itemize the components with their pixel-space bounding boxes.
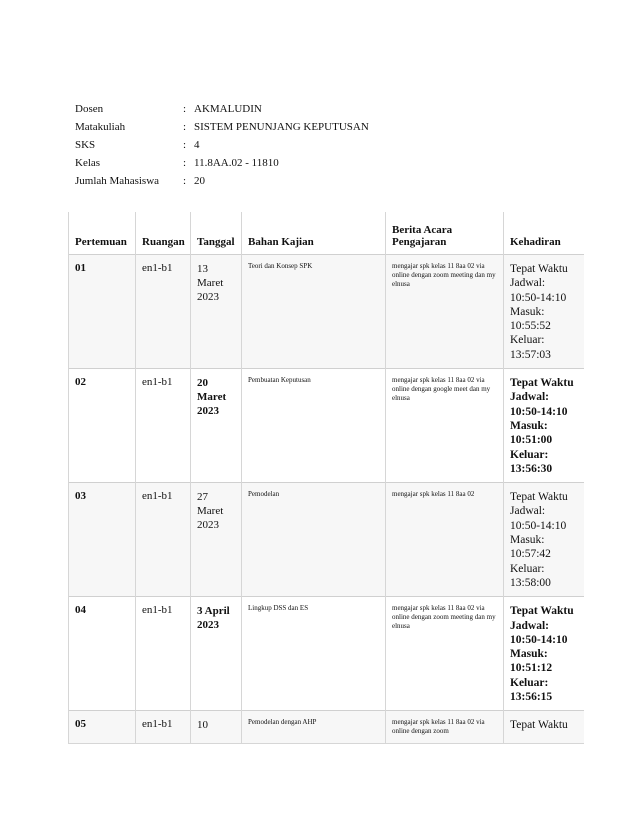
header-tanggal: Tanggal [191,212,242,255]
cell-kehadiran [504,369,585,483]
attendance-status: Tepat Waktu [510,719,568,732]
cell-tanggal: 10 [191,711,242,744]
info-label: SKS [75,139,96,151]
info-value: 20 [194,175,205,187]
attendance-line: 10:55:52 [510,320,551,333]
cell-pertemuan: 04 [69,597,136,711]
table-header-row [69,212,585,255]
attendance-line: 13:56:15 [510,691,553,704]
info-row-sks [75,136,369,154]
attendance-line: Masuk: [510,305,545,318]
attendance-line: Keluar: [510,676,549,689]
info-value: 4 [194,139,200,151]
cell-tanggal: 27 Maret 2023 [191,483,242,597]
info-row-dosen [75,100,369,118]
cell-bahan-kajian: Lingkup DSS dan ES [242,597,386,711]
cell-tanggal: 3 April 2023 [191,597,242,711]
attendance-status: Tepat Waktu [510,263,568,275]
attendance-status: Tepat Waktu [510,491,568,504]
attendance-line: 10:50-14:10 [510,633,568,646]
attendance-line: Jadwal: [510,505,546,518]
header-bahan-kajian: Bahan Kajian [242,212,386,255]
info-label: Dosen [75,103,104,115]
attendance-line: 10:50-14:10 [510,519,567,532]
cell-bahan-kajian: Pemodelan [242,483,386,597]
cell-berita-acara: mengajar spk kelas 11 8aa 02 via online dengan zoom meeting dan my elnusa [386,255,504,369]
info-colon: : [183,139,187,151]
info-value: SISTEM PENUNJANG KEPUTUSAN [194,121,369,133]
cell-tanggal: 20 Maret 2023 [191,369,242,483]
info-row-matakuliah [75,118,369,136]
cell-kehadiran [504,483,585,597]
cell-bahan-kajian: Pembuatan Keputusan [242,369,386,483]
info-colon: : [183,157,187,169]
info-label: Jumlah Mahasiswa [75,175,160,187]
attendance-line: Masuk: [510,419,548,432]
attendance-status: Tepat Waktu [510,377,574,390]
attendance-line: 10:51:00 [510,434,553,447]
attendance-line: Masuk: [510,534,545,547]
cell-berita-acara: mengajar spk kelas 11 8aa 02 via online dengan zoom meeting dan my elnusa [386,597,504,711]
info-row-kelas [75,154,369,172]
cell-kehadiran [504,255,585,369]
info-value: AKMALUDIN [194,103,262,115]
cell-bahan-kajian: Pemodelan dengan AHP [242,711,386,744]
table-row [69,483,585,597]
info-colon: : [183,103,187,115]
info-colon: : [183,175,187,187]
attendance-line: 10:50-14:10 [510,291,567,304]
attendance-line: 10:51:12 [510,662,553,675]
table-row [69,369,585,483]
attendance-status: Tepat Waktu [510,605,574,618]
cell-ruangan: en1-b1 [136,597,191,711]
info-label: Matakuliah [75,121,126,133]
attendance-line: Masuk: [510,648,548,661]
cell-berita-acara: mengajar spk kelas 11 8aa 02 [386,483,504,597]
course-info [75,100,369,190]
header-berita-acara: Berita Acara Pengajaran [386,212,504,255]
attendance-line: 13:57:03 [510,348,551,361]
cell-ruangan: en1-b1 [136,369,191,483]
attendance-table [68,212,584,744]
attendance-line: 13:56:30 [510,462,553,475]
table-bottom-border [68,743,584,744]
attendance-line: 13:58:00 [510,576,551,589]
cell-tanggal: 13 Maret 2023 [191,255,242,369]
info-colon: : [183,121,187,133]
cell-berita-acara: mengajar spk kelas 11 8aa 02 via online dengan zoom [386,711,504,744]
cell-kehadiran [504,711,585,744]
attendance-line: Keluar: [510,334,545,347]
cell-pertemuan: 01 [69,255,136,369]
info-label: Kelas [75,157,101,169]
attendance-line: 10:50-14:10 [510,405,568,418]
info-value: 11.8AA.02 - 11810 [194,157,279,169]
cell-berita-acara: mengajar spk kelas 11 8aa 02 via online dengan google meet dan my elnusa [386,369,504,483]
attendance-line: Keluar: [510,562,545,575]
info-row-jumlah [75,172,369,190]
cell-ruangan: en1-b1 [136,711,191,744]
cell-pertemuan: 05 [69,711,136,744]
header-pertemuan: Pertemuan [69,212,136,255]
cell-ruangan: en1-b1 [136,255,191,369]
attendance-line: 10:57:42 [510,548,551,561]
cell-kehadiran [504,597,585,711]
header-kehadiran: Kehadiran [504,212,585,255]
table-row [69,597,585,711]
table-row [69,255,585,369]
cell-ruangan: en1-b1 [136,483,191,597]
cell-pertemuan: 02 [69,369,136,483]
header-ruangan: Ruangan [136,212,191,255]
attendance-line: Keluar: [510,448,549,461]
cell-bahan-kajian: Teori dan Konsep SPK [242,255,386,369]
attendance-line: Jadwal: [510,391,549,404]
table-row [69,711,585,744]
attendance-line: Jadwal: [510,619,549,632]
cell-pertemuan: 03 [69,483,136,597]
attendance-line: Jadwal: [510,277,546,290]
